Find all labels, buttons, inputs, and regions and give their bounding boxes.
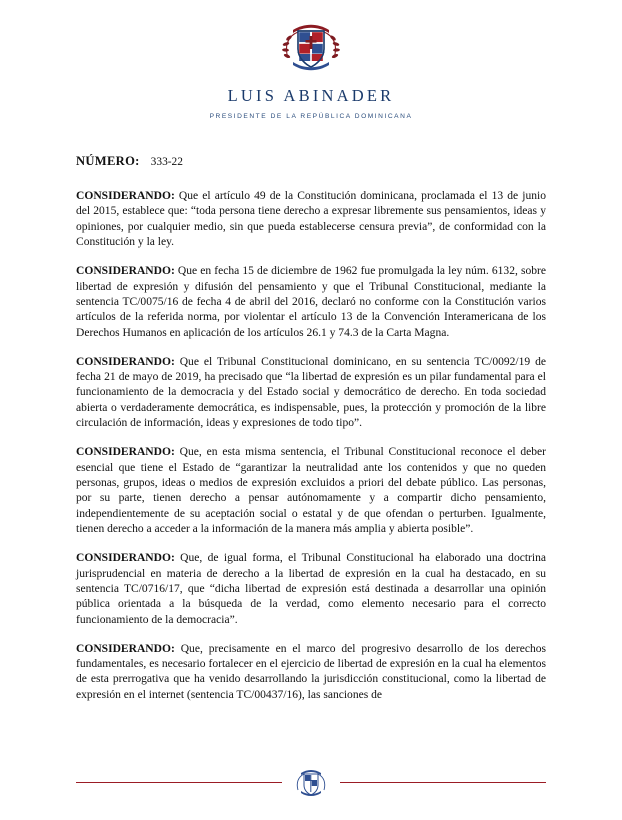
paragraph-text: Que, en esta misma sentencia, el Tribunal Constitucional reconoce el deber esencial que tiene el Estado de “garantizar la neutralidad ante los contenidos y que no queden personas, grupos, ideas o medios de expresión excluidos a priori del debate público. Las personas, por su parte, tienen derecho a pensar autónomamente y a compartir dicho pensamiento, independientemente de su aceptación social o estatal y de que ofendan o perturben. Igualmente, tienen derecho a acceder a la información de la manera más amplia y abierta posible”. bbox=[76, 446, 546, 536]
letterhead bbox=[0, 0, 622, 120]
paragraph-text: Que el Tribunal Constitucional dominicano, en su sentencia TC/0092/19 de fecha 21 de mayo de 2019, ha precisado que “la libertad de expresión es un pilar fundamental para el funcionamiento de la democracia y del Estado social y democrático de derecho. En toda sociedad abierta o verdaderamente democrática, es indispensable, pues, la protección y promoción de la libre circulación de información, ideas y expresiones de todo tipo”. bbox=[76, 355, 546, 430]
considerando-paragraph bbox=[76, 642, 546, 704]
paragraph-text: Que, precisamente en el marco del progresivo desarrollo de los derechos fundamentales, es necesario fortalecer en el ejercicio de libertad de expresión en la cual ha elementos de esta prerrogativa que ha venido desarrollando la jurisdicción constitucional, como la libertad de expresión en el internet (sentencia TC/00437/16), las sanciones de bbox=[76, 642, 546, 701]
considerando-paragraph bbox=[76, 189, 546, 251]
dominican-republic-coat-of-arms-icon bbox=[274, 16, 348, 74]
president-name: LUIS ABINADER bbox=[227, 86, 395, 105]
paragraph-text: Que en fecha 15 de diciembre de 1962 fue promulgada la ley núm. 6132, sobre libertad de expresión y difusión del pensamiento y que el Tribunal Constitucional, mediante la sentencia TC/0075/16 de fecha 4 de abril del 2016, declaró no conforme con la Constitución varios artículos de la referida norma, por violentar el artículo 13 de la Convención Interamericana de los Derechos Humanos en aplicación de los artículos 26.1 y 74.3 de la Carta Magna. bbox=[76, 265, 546, 339]
document-number-line bbox=[76, 154, 546, 169]
footer-rule-right bbox=[340, 782, 546, 783]
footer-rule-left bbox=[76, 782, 282, 783]
document-number-value: 333-22 bbox=[150, 156, 183, 168]
dominican-republic-coat-of-arms-small-icon bbox=[291, 765, 331, 799]
paragraph-lead: CONSIDERANDO: bbox=[76, 552, 175, 565]
paragraph-lead: CONSIDERANDO: bbox=[76, 642, 175, 655]
paragraph-lead: CONSIDERANDO: bbox=[76, 265, 175, 278]
paragraph-text: Que el artículo 49 de la Constitución dominicana, proclamada el 13 de junio del 2015, establece que: “toda persona tiene derecho a expresar libremente sus pensamientos, ideas y opiniones, por cualquier medio, sin que pueda establecerse censura previa”, de conformidad con la Constitución y la ley. bbox=[76, 190, 546, 249]
paragraph-lead: CONSIDERANDO: bbox=[76, 355, 175, 368]
considerando-paragraph bbox=[76, 445, 546, 537]
considerando-paragraph bbox=[76, 264, 546, 341]
paragraph-lead: CONSIDERANDO: bbox=[76, 190, 175, 202]
document-number-label: NÚMERO: bbox=[76, 154, 140, 168]
paragraph-lead: CONSIDERANDO: bbox=[76, 446, 175, 459]
considerando-paragraph bbox=[76, 551, 546, 628]
president-title: PRESIDENTE DE LA REPÚBLICA DOMINICANA bbox=[209, 113, 413, 120]
considerando-paragraph bbox=[76, 355, 546, 432]
document-body bbox=[76, 120, 546, 703]
page-footer bbox=[0, 762, 622, 802]
paragraph-text: Que, de igual forma, el Tribunal Constitucional ha elaborado una doctrina jurisprudencial en materia de derecho a la libertad de expresión en la cual ha destacado, en su sentencia TC/0716/17, que “dicha libertad de expresión está destinada a desarrollar una opinión pública orientada a la búsqueda de la verdad, como elemento necesario para el correcto funcionamiento de la democracia”. bbox=[76, 552, 546, 626]
